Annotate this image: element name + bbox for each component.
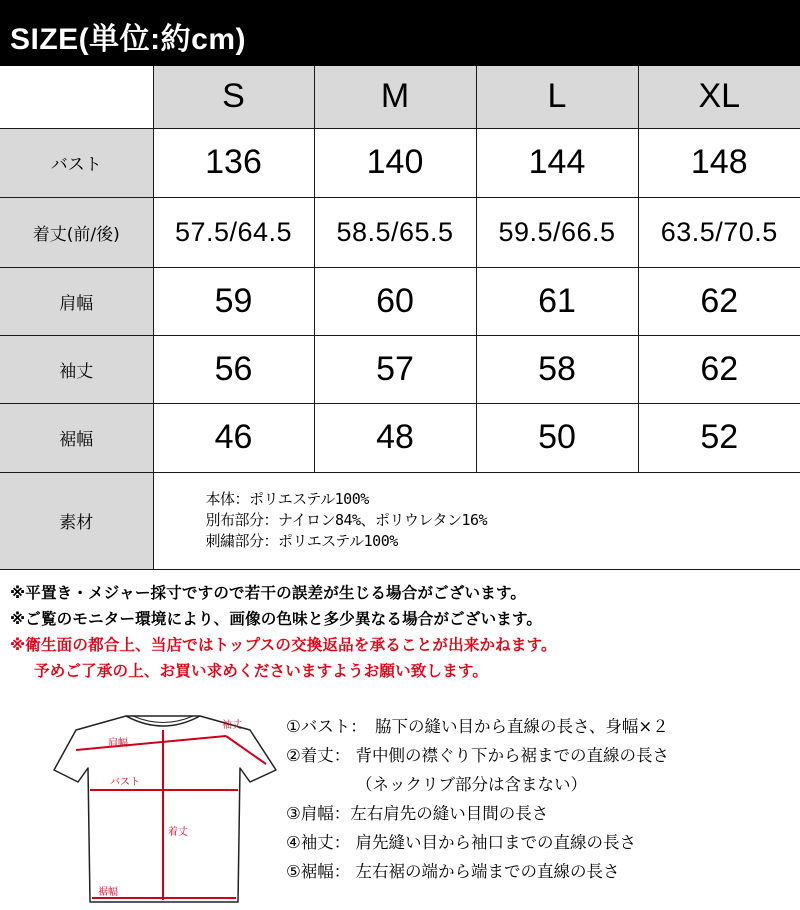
value-cell: 57.5/64.5 <box>153 197 314 267</box>
measure-hem: ⑤裾幅： 左右裾の端から端までの直線の長さ <box>286 857 796 886</box>
row-label-hem: 裾幅 <box>0 403 153 472</box>
table-row <box>0 267 800 335</box>
corner-cell <box>0 66 153 128</box>
value-cell: 52 <box>638 403 800 472</box>
diagram-label-length: 着丈 <box>168 823 188 838</box>
value-cell: 46 <box>153 403 314 472</box>
diagram-label-hem: 裾幅 <box>98 883 118 898</box>
value-cell: 56 <box>153 335 314 403</box>
note-line-warning: 予めご了承の上、お買い求めくださいますようお願い致します。 <box>10 658 795 684</box>
row-label-material: 素材 <box>0 472 153 569</box>
table-row <box>0 197 800 267</box>
value-cell: 48 <box>314 403 476 472</box>
measure-length: ②着丈： 背中側の襟ぐり下から裾までの直線の長さ <box>286 741 796 770</box>
material-line: 本体：ポリエステル100% <box>206 489 800 510</box>
value-cell: 61 <box>476 267 638 335</box>
value-cell: 62 <box>638 267 800 335</box>
table-row <box>0 335 800 403</box>
row-label-length: 着丈(前/後) <box>0 197 153 267</box>
value-cell: 60 <box>314 267 476 335</box>
value-cell: 59 <box>153 267 314 335</box>
size-header-m: M <box>314 66 476 128</box>
page-title: SIZE(単位:約cm) <box>10 14 246 58</box>
size-header-l: L <box>476 66 638 128</box>
material-line: 別布部分：ナイロン84%、ポリウレタン16% <box>206 510 800 531</box>
value-cell: 58 <box>476 335 638 403</box>
row-label-shoulder: 肩幅 <box>0 267 153 335</box>
header-bar <box>0 0 800 66</box>
tshirt-body-outline <box>54 716 276 902</box>
value-cell: 50 <box>476 403 638 472</box>
table-row <box>0 403 800 472</box>
size-header-row <box>0 66 800 128</box>
measure-bust: ①バスト： 脇下の縫い目から直線の長さ、身幅×２ <box>286 712 796 741</box>
value-cell: 63.5/70.5 <box>638 197 800 267</box>
table-row <box>0 128 800 197</box>
note-line-warning: ※衛生面の都合上、当店ではトップスの交換返品を承ることが出来かねます。 <box>10 632 795 658</box>
diagram-label-shoulder: 肩幅 <box>108 734 128 749</box>
material-row <box>0 472 800 569</box>
value-cell: 148 <box>638 128 800 197</box>
row-label-bust: バスト <box>0 128 153 197</box>
value-cell: 62 <box>638 335 800 403</box>
value-cell: 136 <box>153 128 314 197</box>
diagram-label-bust: バスト <box>110 773 140 788</box>
value-cell: 57 <box>314 335 476 403</box>
value-cell: 144 <box>476 128 638 197</box>
row-label-sleeve: 袖丈 <box>0 335 153 403</box>
measure-shoulder: ③肩幅：左右肩先の縫い目間の長さ <box>286 799 796 828</box>
size-header-s: S <box>153 66 314 128</box>
material-line: 刺繍部分：ポリエステル100% <box>206 531 800 552</box>
material-cell <box>153 472 800 569</box>
measure-length-note: （ネックリブ部分は含まない） <box>286 770 796 799</box>
value-cell: 59.5/66.5 <box>476 197 638 267</box>
diagram-label-sleeve: 袖丈 <box>222 716 242 731</box>
measurement-guide <box>286 712 796 886</box>
note-line: ※ご覧のモニター環境により、画像の色味と多少異なる場合がございます。 <box>10 606 795 632</box>
value-cell: 58.5/65.5 <box>314 197 476 267</box>
notes-section <box>10 580 795 684</box>
size-header-xl: XL <box>638 66 800 128</box>
value-cell: 140 <box>314 128 476 197</box>
size-table <box>0 66 800 570</box>
measure-sleeve: ④袖丈： 肩先縫い目から袖口までの直線の長さ <box>286 828 796 857</box>
tshirt-outline-icon <box>50 706 280 906</box>
note-line: ※平置き・メジャー採寸ですので若干の誤差が生じる場合がございます。 <box>10 580 795 606</box>
tshirt-diagram <box>50 706 280 906</box>
